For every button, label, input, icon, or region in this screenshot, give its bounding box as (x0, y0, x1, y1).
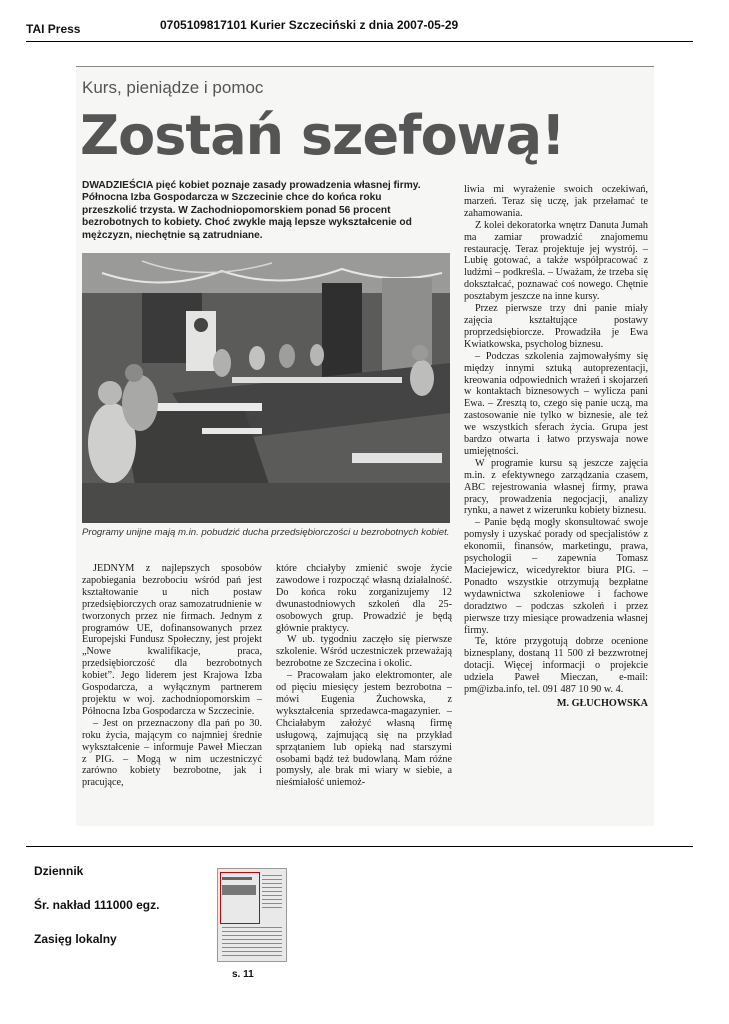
paragraph: Te, które przygotują dobrze ocenione biznesplany, dostaną 11 500 zł bezzwrotnej dotacji. Więcej informacji o projekcie udziela Paweł Mieczan, e-mail: pm@izba.info, tel. 091 487 10 90 w. 4. (464, 636, 648, 696)
paragraph: – Jest on przeznaczony dla pań po 30. roku życia, mającym co najmniej średnie wykształcenie – informuje Paweł Mieczan z PIG. – Mogą w nim uczestniczyć zarówno kobiety bezrobotne, jak i pracujące, (82, 717, 262, 789)
page-thumbnail (217, 868, 287, 962)
paragraph: W ub. tygodniu zaczęło się pierwsze szkolenie. Wśród uczestniczek przeważają bezrobotne ze Szczecina i okolic. (276, 634, 452, 670)
paragraph: – Panie będą mogły skonsultować swoje pomysły i uzyskać porady od specjalistów z ekonomii, finansów, marketingu, prawa, psychologii – zapewnia Tomasz Maciejewicz, wicedyrektor biura PIG. – Ponadto wszystkie otrzymują bezpłatne wydawnictwa szkoleniowe i fachowe doradztwo – podczas szkoleń i przez pierwsze trzy miesiące prowadzenia własnej firmy. (464, 517, 648, 636)
paragraph: liwia mi wyrażenie swoich oczekiwań, marzeń. Teraz się uczę, jak przełamać te zahamowania. (464, 184, 648, 219)
header-rule (26, 41, 693, 42)
article-column-1 (82, 563, 262, 789)
reach: Zasięg lokalny (34, 932, 117, 946)
paragraph: – Pracowałam jako elektromonter, ale od pięciu miesięcy jestem bezrobotna – mówi Eugenia Żuchowska, z wykształcenia sprzedawca-magazynier. – Chciałabym założyć własną firmę usługową, zajmującą się na przykład sprzątaniem lub opieką nad starszymi osobami bądź też budowlaną. Mam różne pomysły, ale brak mi wiary w siebie, a nieśmiałość uniemoż- (276, 670, 452, 789)
footer-rule (26, 846, 693, 847)
article-column-3 (464, 184, 648, 710)
paragraph: – Podczas szkolenia zajmowałyśmy się między innymi sztuką autoprezentacji, kreowania odpowiednich wrażeń i skojarzeń w kontaktach biznesowych – wylicza pani Ewa. – Zresztą to, czego się panie uczą, ma zastosowanie nie tylko w biznesie, ale też we wszystkich sferach życia. Grupa jest bardzo otwarta i łatwo przyswaja nowe umiejętności. (464, 350, 648, 457)
article-headline: Zostań szefową! (80, 104, 565, 167)
article-kicker: Kurs, pieniądze i pomoc (82, 78, 264, 97)
article-column-2 (276, 563, 452, 789)
article-lead: DWADZIEŚCIA pięć kobiet poznaje zasady prowadzenia własnej firmy. Północna Izba Gospodarcza w Szczecinie chce do końca roku przeszkolić trzysta. W Zachodniopomorskiem ponad 56 procent bezrobotnych to kobiety. Choć zwykle mają lepsze wykształcenie od mężczyzn, niechętnie są zatrudniane. (82, 180, 421, 241)
author-signature: M. GŁUCHOWSKA (556, 697, 648, 709)
circulation: Śr. nakład 111000 egz. (34, 898, 160, 912)
publication-type: Dziennik (34, 864, 84, 878)
paragraph: Z kolei dekoratorka wnętrz Danuta Jumah ma zamiar prowadzić znajomemu restaurację. Teraz projektuje jej wystrój. – Lubię gotować, a także współpracować z ludźmi – podkreśla. – Uważam, że trzeba się dokształcać, poznawać coś nowego. Chętnie posztabym jeszcze na inne kursy. (464, 219, 648, 303)
paragraph: JEDNYM z najlepszych sposobów zapobiegania bezrobociu wśród pań jest kształtowanie u nich postaw przedsiębiorczych oraz samozatrudnienie w tworzonych przez nie firmach. Jednym z programów UE, dofinansowanych przez Europejski Fundusz Społeczny, jest projekt „Nowe kwalifikacje, praca, przedsiębiorczość dla bezrobotnych kobiet”. Jego liderem jest Krajowa Izba Gospodarcza, a wyłącznym partnerem projektu w woj. zachodniopomorskim – Północna Izba Gospodarcza w Szczecinie. (82, 563, 262, 717)
paragraph: Przez pierwsze trzy dni panie miały zajęcia kształtujące postawy proprzedsiębiorcze. Prowadziła je Ewa Kwiatkowska, psycholog biznesu. (464, 303, 648, 350)
paragraph: W programie kursu są jeszcze zajęcia m.in. z efektywnego zarządzania czasem, ABC rejestrowania własnej firmy, prawa pracy, prowadzenia negocjacji, analizy rynku, a nawet z wizerunku kobiety biznesu. (464, 457, 648, 517)
paragraph: które chciałyby zmienić swoje życie zawodowe i rozpocząć własną działalność. Do końca roku zorganizujemy 12 dwunastodniowych szkoleń dla 25-osobowych grup. Prowadzić je będą głównie praktycy. (276, 563, 452, 634)
training-room-photo (82, 253, 450, 523)
article-photo (82, 253, 450, 523)
photo-caption: Programy unijne mają m.in. pobudzić ducha przedsiębiorczości u bezrobotnych kobiet. (82, 527, 450, 538)
article-clipping (76, 66, 654, 826)
source-line: 0705109817101 Kurier Szczeciński z dnia 2007-05-29 (160, 18, 459, 32)
agency-name: TAI Press (26, 22, 81, 36)
clipping-top-rule (76, 66, 654, 67)
page-number: s. 11 (232, 969, 254, 980)
